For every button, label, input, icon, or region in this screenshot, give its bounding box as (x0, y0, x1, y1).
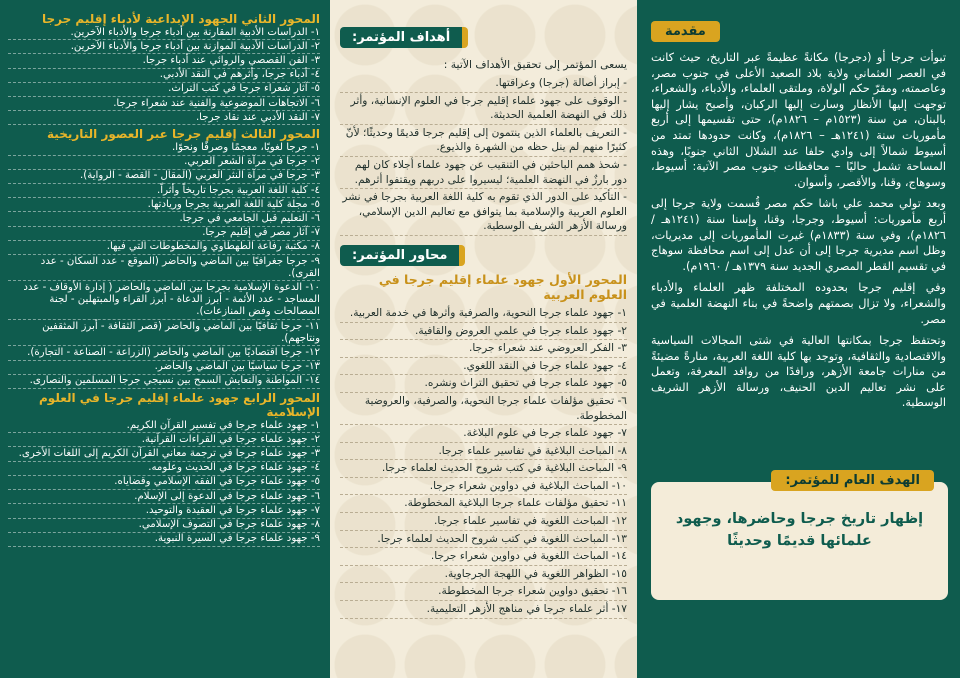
axis4-list (8, 419, 320, 547)
list-item: ٥- جهود علماء جرجا في الفقه الإسلامي وقضاياه. (8, 476, 320, 490)
list-item: ١٣- المباحث اللغوية في كتب شروح الحديث لعلماء جرجا. (340, 531, 627, 549)
list-item: ٧- آثار مصر في إقليم جرجا. (8, 227, 320, 241)
goals-and-axis1-panel (330, 0, 637, 678)
axis2-title: المحور الثاني الجهود الإبداعية لأدباء إقليم جرجا (41, 12, 320, 26)
axis1-title: المحور الأول جهود علماء إقليم جرجا في العلوم العربية (378, 271, 627, 302)
list-item: ٢- جهود علماء جرجا في القراءات القرآنية. (8, 433, 320, 447)
list-item: ٨- مكتبة رفاعة الطهطاوي والمخطوطات التي فيها. (8, 241, 320, 255)
list-item: ٢- جرجا في مرآة الشعر العربي. (8, 156, 320, 170)
list-item: ٣- جرجا في مرآة النثر العربي (المقال - القصة - الرواية). (8, 170, 320, 184)
list-item: ١٢- المباحث اللغوية في تفاسير علماء جرجا. (340, 513, 627, 531)
list-item: ١٦- تحقيق دواوين شعراء جرجا المخطوطة. (340, 583, 627, 601)
list-item: ٥- آثار شعراء جرجا في كتب التراث. (8, 83, 320, 97)
list-item: ١٣- جرجا سياسيًا بين الماضي والحاضر. (8, 361, 320, 375)
list-item: ٦- تحقيق مؤلفات علماء جرجا النحوية، والصرفية، والعروضية المخطوطة. (340, 393, 627, 425)
list-item: ١٠- المباحث البلاغية في دواوين شعراء جرجا. (340, 478, 627, 496)
list-item: ١٤- المباحث اللغوية في دواوين شعراء جرجا. (340, 548, 627, 566)
axis1-list (340, 305, 627, 619)
axis3-title: المحور الثالث إقليم جرجا عبر العصور التاريخية (47, 127, 320, 142)
list-item: - التأكيد على الدور الذي تقوم به كلية اللغة العربية بجرجا في نشر العلوم العربية والإسلامية بما يتوافق مع تعاليم الدين الإسلامي، ورسالة الأزهر الشريف الوسطية. (340, 189, 627, 236)
list-item: ٤- كلية اللغة العربية بجرجا تاريخاً وأثراً. (8, 184, 320, 198)
list-item: ٩- جهود علماء جرجا في السيرة النبوية. (8, 533, 320, 547)
goals-intro: يسعى المؤتمر إلى تحقيق الأهداف الآتية : (443, 58, 627, 71)
list-item: ١٧- أثر علماء جرجا في مناهج الأزهر التعليمية. (340, 601, 627, 619)
list-item: ٤- جهود علماء جرجا في النقد اللغوي. (340, 358, 627, 376)
list-item: - شحذ همم الباحثين في التنقيب عن جهود علماء أجلاء كان لهم دور بارزٌ في النهضة العلمية؛ ليسيروا على دربهم ويقتفوا أثرهم. (340, 157, 627, 189)
list-item: ٧- النقد الأدبي عند نقاد جرجا. (8, 111, 320, 125)
list-item: ٦- التعليم قبل الجامعي في جرجا. (8, 212, 320, 226)
list-item: ٤- جهود علماء جرجا في الحديث وعلومه. (8, 462, 320, 476)
list-item: ٢- الدراسات الأدبية الموازنة بين أدباء جرجا والأدباء الآخرين. (8, 40, 320, 54)
axes-2-4-panel (0, 0, 330, 678)
list-item: ٩- جرجا جغرافيًا بين الماضي والحاضر (الموقع - عدد السكان - عدد القرى). (8, 255, 320, 281)
list-item: ٥- جهود علماء جرجا في تحقيق التراث ونشره. (340, 375, 627, 393)
intro-paragraph: وبعد تولي محمد علي باشا حكم مصر قُسمت ولاية جرجا إلى أربع مأموريات: أسيوط، وجرجا، وقنا، وإسنا سنة (١٢٤١هـ / ١٨٢٦م)، وفي سنة (١٨٣٣م) غيرت المأموريات إلى مديريات، وظل اسم مديرية جرجا إلى أن عدل إلى اسم محافظة سوهاج في تقسيم القطر المصري الجديد سنة ١٣٧٩هـ / ١٩٦٠م). (651, 197, 946, 273)
list-item: ٢- جهود علماء جرجا في علمي العروض والقافية. (340, 323, 627, 341)
axis3-list (8, 141, 320, 389)
axes-title: محاور المؤتمر: (340, 245, 465, 266)
list-item: ١٢- جرجا اقتصاديًا بين الماضي والحاضر (الزراعة - الصناعة - التجارة). (8, 346, 320, 360)
list-item: ١١- جرجا ثقافيًا بين الماضي والحاضر (قصر الثقافة - أبرز المثقفين ونتاجهم). (8, 320, 320, 346)
list-item: - إبراز أصالة (جرجا) وعراقتها. (340, 75, 627, 93)
list-item: ١- الدراسات الأدبية المقارنة بين أدباء جرجا والأدباء الآخرين. (8, 26, 320, 40)
list-item: ٦- الاتجاهات الموضوعية والفنية عند شعراء جرجا. (8, 97, 320, 111)
list-item: ١٥- الظواهر اللغوية في اللهجة الجرجاوية. (340, 566, 627, 584)
list-item: ١- جرجا لغويًا، معجمًا وصرفًا ونحوًا. (8, 141, 320, 155)
intro-panel (637, 0, 960, 678)
list-item: ٤- أدباء جرجا، وأثرهم في النقد الأدبي. (8, 69, 320, 83)
general-goal-box (651, 473, 948, 600)
general-goal-text: إظهار تاريخ جرجا وحاضرها، وجهود علمائها قديمًا وحديثًا (675, 511, 924, 549)
list-item: ٩- المباحث البلاغية في كتب شروح الحديث لعلماء جرجا. (340, 460, 627, 478)
list-item: ١١- تحقيق مؤلفات علماء جرجا البلاغية المخطوطة. (340, 495, 627, 513)
list-item: ١- جهود علماء جرجا النحوية، والصرفية وأثرها في خدمة العربية. (340, 305, 627, 323)
list-item: - الوقوف على جهود علماء إقليم جرجا في العلوم الإنسانية، وأثر ذلك في النهضة العلمية الحديثة. (340, 93, 627, 125)
list-item: ١٤- المواطنة والتعايش السمح بين نسيجي جرجا المسلمين والنصارى. (8, 375, 320, 389)
intro-title: مقدمة (651, 21, 720, 42)
list-item: ٧- جهود علماء جرجا في علوم البلاغة. (340, 425, 627, 443)
list-item: ٧- جهود علماء جرجا في العقيدة والتوحيد. (8, 504, 320, 518)
list-item: ٨- جهود علماء جرجا في التصوف الإسلامي. (8, 519, 320, 533)
list-item: ٣- الفكر العروضي عند شعراء جرجا. (340, 340, 627, 358)
goals-list (340, 75, 627, 236)
list-item: ١- جهود علماء جرجا في تفسير القرآن الكريم. (8, 419, 320, 433)
goals-title: أهداف المؤتمر: (340, 27, 468, 48)
list-item: ٦- جهود علماء جرجا في الدعوة إلى الإسلام. (8, 490, 320, 504)
list-item: ٥- مجلة كلية اللغة العربية بجرجا وريادتها. (8, 198, 320, 212)
list-item: ٨- المباحث البلاغية في تفاسير علماء جرجا. (340, 443, 627, 461)
axis4-title: المحور الرابع جهود علماء إقليم جرجا في العلوم الإسلامية (39, 391, 320, 420)
general-goal-label: الهدف العام للمؤتمر: (771, 470, 934, 491)
list-item: - التعريف بالعلماء الذين ينتمون إلى إقليم جرجا قديمًا وحديثًا؛ لأنّ كثيرًا منهم لم ينل حظه من الشهرة والذيوع. (340, 125, 627, 157)
intro-paragraph: وفي إقليم جرجا بحدوده المختلفة ظهر العلماء والأدباء والشعراء، ولا تزال بصمتهم واضحةً في بناء النهضة العلمية في مصر. (651, 281, 946, 326)
intro-paragraph: وتحتفظ جرجا بمكانتها العالية في شتى المجالات السياسية والاقتصادية والثقافية، وتوجد بها كلية اللغة العربية، منارةً مضيئةً من منارات جامعة الأزهر، ورافدًا من روافد المعرفة، وتعمل على نشر تعاليم الدين الحنيف، ورسالة الأزهر الشريف الوسطية. (651, 334, 946, 410)
list-item: ٣- الفن القصصي والروائي عند أدباء جرجا. (8, 54, 320, 68)
intro-paragraph: تبوأت جرجا أو (دجرجا) مكانةً عظيمةً عبر التاريخ، حيث كانت في العصر العثماني ولاية بلاد الصعيد الأعلى في جنوب مصر، وعاصمته، ومقرّ حكم الولاة، وملتقى العلماء، والأدباء، والشعراء، توجهت إليها الأنظار وسارت إليها الركبان، وأصبح يشار إليها بالبنان، من سنة (١٥٢٣م – ١٨٢٦م)، حتى تقسيمها إلى أربع مأموريات سنة (١٢٤١هـ – ١٨٢٦م)، وكانت حدودها تمتد من أسيوط شمالاً إلى وادي حلفا عند الشلال الثاني جنوبًا، وهذه المساحة تشمل حاليًا – محافظات جنوب مصر الآتية: أسيوط، وسوهاج، وقنا، والأقصر، وأسوان. (651, 51, 946, 189)
axis2-list (8, 26, 320, 125)
list-item: ٣- جهود علماء جرجا في ترجمة معاني القرآن الكريم إلى اللغات الأخرى. (8, 447, 320, 461)
list-item: ١٠- الدعوة الإسلامية بجرجا بين الماضي والحاضر ( إدارة الأوقاف - عدد المساجد - عدد الأئمة - أبرز الدعاة - أبرز القراء والمبتهلين - لجنة المصالحات وفض المنازعات). (8, 281, 320, 320)
